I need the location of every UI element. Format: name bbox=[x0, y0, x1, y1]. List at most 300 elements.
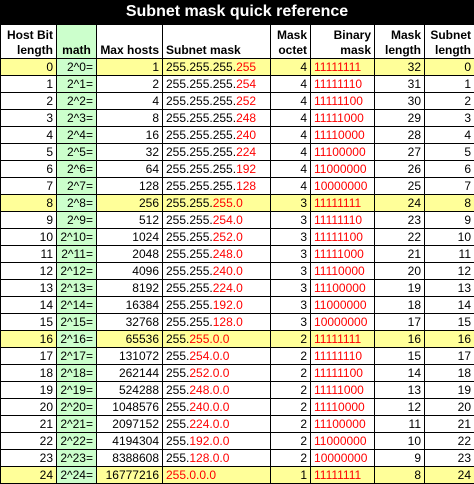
cell-max-hosts: 2048 bbox=[97, 246, 163, 263]
mask-host-part: 128 bbox=[236, 178, 257, 193]
binary-network-bits: 111111 bbox=[314, 229, 350, 244]
cell-math: 2^19= bbox=[57, 382, 97, 399]
mask-host-part: 224.0 bbox=[212, 280, 243, 295]
cell-binary-mask bbox=[311, 229, 375, 246]
table-row bbox=[1, 331, 474, 348]
mask-network-part: 255.255.255. bbox=[166, 161, 237, 176]
cell-subnet-mask bbox=[163, 93, 271, 110]
cell-host-bit-length: 0 bbox=[1, 59, 57, 76]
cell-subnet-length: 2 bbox=[425, 93, 474, 110]
cell-binary-mask bbox=[311, 433, 375, 450]
mask-host-part: 192.0 bbox=[212, 297, 243, 312]
binary-network-bits: 111 bbox=[314, 280, 333, 295]
table-row bbox=[1, 382, 474, 399]
mask-network-part: 255.255.255. bbox=[166, 76, 237, 91]
cell-host-bit-length: 9 bbox=[1, 212, 57, 229]
mask-host-part: 224 bbox=[236, 144, 257, 159]
cell-binary-mask bbox=[311, 297, 375, 314]
cell-mask-octet: 3 bbox=[271, 263, 311, 280]
mask-host-part: 192.0.0 bbox=[189, 433, 230, 448]
binary-host-bits: 0000000 bbox=[320, 450, 368, 465]
cell-mask-length: 10 bbox=[375, 433, 425, 450]
cell-mask-length: 28 bbox=[375, 127, 425, 144]
cell-mask-octet: 2 bbox=[271, 450, 311, 467]
mask-network-part: 255.255.255. bbox=[166, 178, 237, 193]
cell-math: 2^24= bbox=[57, 467, 97, 484]
cell-host-bit-length: 5 bbox=[1, 144, 57, 161]
cell-host-bit-length: 21 bbox=[1, 416, 57, 433]
binary-network-bits: 11111 bbox=[314, 110, 344, 125]
table-header bbox=[1, 25, 474, 59]
cell-subnet-length: 6 bbox=[425, 161, 474, 178]
mask-host-part: 254 bbox=[236, 76, 257, 91]
cell-binary-mask bbox=[311, 93, 375, 110]
binary-host-bits: 0 bbox=[355, 76, 363, 91]
cell-mask-octet: 2 bbox=[271, 382, 311, 399]
cell-binary-mask bbox=[311, 399, 375, 416]
cell-subnet-mask bbox=[163, 450, 271, 467]
cell-host-bit-length: 4 bbox=[1, 127, 57, 144]
cell-subnet-length: 9 bbox=[425, 212, 474, 229]
mask-host-part: 128.0 bbox=[212, 314, 243, 329]
cell-math: 2^7= bbox=[57, 178, 97, 195]
cell-max-hosts: 8 bbox=[97, 110, 163, 127]
cell-mask-length: 11 bbox=[375, 416, 425, 433]
table-row bbox=[1, 127, 474, 144]
binary-host-bits: 00000 bbox=[332, 280, 366, 295]
cell-max-hosts: 8388608 bbox=[97, 450, 163, 467]
cell-subnet-mask bbox=[163, 212, 271, 229]
mask-host-part: 252 bbox=[236, 93, 257, 108]
cell-math: 2^17= bbox=[57, 348, 97, 365]
cell-mask-octet: 3 bbox=[271, 246, 311, 263]
cell-mask-length: 30 bbox=[375, 93, 425, 110]
mask-host-part: 255.0 bbox=[212, 195, 243, 210]
cell-host-bit-length: 22 bbox=[1, 433, 57, 450]
binary-host-bits: 0000 bbox=[338, 263, 365, 278]
cell-subnet-mask bbox=[163, 178, 271, 195]
table-row bbox=[1, 450, 474, 467]
cell-host-bit-length: 15 bbox=[1, 314, 57, 331]
cell-host-bit-length: 6 bbox=[1, 161, 57, 178]
cell-mask-length: 25 bbox=[375, 178, 425, 195]
binary-host-bits: 000000 bbox=[326, 161, 367, 176]
cell-subnet-length: 22 bbox=[425, 433, 474, 450]
cell-subnet-mask bbox=[163, 348, 271, 365]
cell-binary-mask bbox=[311, 110, 375, 127]
cell-subnet-length: 10 bbox=[425, 229, 474, 246]
binary-network-bits: 11111 bbox=[314, 382, 344, 397]
cell-subnet-mask bbox=[163, 331, 271, 348]
table-row bbox=[1, 399, 474, 416]
mask-host-part: 255 bbox=[236, 59, 257, 74]
cell-math: 2^9= bbox=[57, 212, 97, 229]
cell-host-bit-length: 24 bbox=[1, 467, 57, 484]
table-row bbox=[1, 144, 474, 161]
cell-binary-mask bbox=[311, 331, 375, 348]
cell-binary-mask bbox=[311, 263, 375, 280]
mask-network-part: 255.255.255. bbox=[166, 110, 237, 125]
cell-binary-mask bbox=[311, 144, 375, 161]
cell-host-bit-length: 8 bbox=[1, 195, 57, 212]
cell-subnet-mask bbox=[163, 382, 271, 399]
cell-math: 2^18= bbox=[57, 365, 97, 382]
cell-math: 2^2= bbox=[57, 93, 97, 110]
cell-subnet-mask bbox=[163, 246, 271, 263]
header-mask-octet-line1: Mask bbox=[276, 28, 307, 42]
mask-network-part: 255. bbox=[166, 416, 190, 431]
cell-math: 2^12= bbox=[57, 263, 97, 280]
binary-host-bits: 000 bbox=[343, 246, 364, 261]
cell-subnet-mask bbox=[163, 76, 271, 93]
cell-mask-length: 32 bbox=[375, 59, 425, 76]
table-row bbox=[1, 229, 474, 246]
binary-host-bits: 00 bbox=[349, 365, 363, 380]
table-row bbox=[1, 365, 474, 382]
cell-mask-length: 20 bbox=[375, 263, 425, 280]
table-row bbox=[1, 93, 474, 110]
binary-network-bits: 1 bbox=[314, 314, 321, 329]
mask-network-part: 255.255. bbox=[166, 212, 213, 227]
cell-max-hosts: 131072 bbox=[97, 348, 163, 365]
cell-binary-mask bbox=[311, 178, 375, 195]
table-row bbox=[1, 195, 474, 212]
cell-mask-length: 21 bbox=[375, 246, 425, 263]
cell-max-hosts: 2 bbox=[97, 76, 163, 93]
cell-mask-octet: 2 bbox=[271, 433, 311, 450]
cell-math: 2^23= bbox=[57, 450, 97, 467]
cell-math: 2^10= bbox=[57, 229, 97, 246]
cell-subnet-mask bbox=[163, 161, 271, 178]
sheet-title: Subnet mask quick reference bbox=[0, 0, 474, 24]
cell-subnet-mask bbox=[163, 433, 271, 450]
mask-network-part: 255.255. bbox=[166, 297, 213, 312]
binary-host-bits: 0 bbox=[355, 212, 363, 227]
cell-subnet-length: 16 bbox=[425, 331, 474, 348]
cell-math: 2^0= bbox=[57, 59, 97, 76]
cell-subnet-mask bbox=[163, 229, 271, 246]
cell-mask-octet: 1 bbox=[271, 467, 311, 484]
cell-host-bit-length: 14 bbox=[1, 297, 57, 314]
cell-host-bit-length: 2 bbox=[1, 93, 57, 110]
table-row bbox=[1, 263, 474, 280]
mask-network-part: 255. bbox=[166, 382, 190, 397]
cell-subnet-mask bbox=[163, 416, 271, 433]
cell-mask-length: 26 bbox=[375, 161, 425, 178]
cell-binary-mask bbox=[311, 161, 375, 178]
mask-network-part: 255.255. bbox=[166, 229, 213, 244]
cell-mask-length: 17 bbox=[375, 314, 425, 331]
cell-math: 2^14= bbox=[57, 297, 97, 314]
cell-binary-mask bbox=[311, 314, 375, 331]
binary-host-bits: 000 bbox=[343, 382, 364, 397]
cell-max-hosts: 128 bbox=[97, 178, 163, 195]
header-mask-octet-line2: octet bbox=[278, 43, 307, 57]
cell-math: 2^3= bbox=[57, 110, 97, 127]
cell-mask-octet: 2 bbox=[271, 331, 311, 348]
cell-subnet-mask bbox=[163, 280, 271, 297]
cell-mask-octet: 4 bbox=[271, 59, 311, 76]
mask-network-part: 255.255.255. bbox=[166, 127, 237, 142]
cell-math: 2^4= bbox=[57, 127, 97, 144]
cell-binary-mask bbox=[311, 212, 375, 229]
cell-subnet-length: 18 bbox=[425, 365, 474, 382]
binary-host-bits: 0000000 bbox=[320, 178, 368, 193]
cell-subnet-length: 5 bbox=[425, 144, 474, 161]
binary-network-bits: 1111111 bbox=[314, 212, 356, 227]
binary-network-bits: 111 bbox=[314, 144, 333, 159]
cell-math: 2^1= bbox=[57, 76, 97, 93]
mask-network-part: 255.255.255. bbox=[166, 144, 237, 159]
binary-network-bits: 11111111 bbox=[314, 467, 362, 482]
mask-host-part: 248.0 bbox=[212, 246, 243, 261]
table-row bbox=[1, 76, 474, 93]
cell-mask-octet: 3 bbox=[271, 314, 311, 331]
cell-subnet-length: 14 bbox=[425, 297, 474, 314]
table-row bbox=[1, 467, 474, 484]
mask-network-part: 255. bbox=[166, 433, 190, 448]
cell-mask-length: 16 bbox=[375, 331, 425, 348]
header-mask-length-line1: Mask bbox=[390, 28, 421, 42]
cell-mask-octet: 2 bbox=[271, 416, 311, 433]
cell-mask-length: 23 bbox=[375, 212, 425, 229]
cell-max-hosts: 32 bbox=[97, 144, 163, 161]
mask-host-part: 240 bbox=[236, 127, 257, 142]
cell-host-bit-length: 7 bbox=[1, 178, 57, 195]
header-subnet-mask: Subnet mask bbox=[163, 25, 271, 59]
mask-host-part: 128.0.0 bbox=[189, 450, 230, 465]
header-subnet-length-line2: length bbox=[435, 43, 471, 57]
cell-mask-octet: 4 bbox=[271, 127, 311, 144]
cell-max-hosts: 16 bbox=[97, 127, 163, 144]
cell-math: 2^22= bbox=[57, 433, 97, 450]
binary-network-bits: 111 bbox=[314, 416, 333, 431]
cell-max-hosts: 262144 bbox=[97, 365, 163, 382]
binary-network-bits: 1 bbox=[314, 450, 321, 465]
cell-math: 2^11= bbox=[57, 246, 97, 263]
binary-host-bits: 000 bbox=[343, 110, 364, 125]
cell-math: 2^13= bbox=[57, 280, 97, 297]
cell-subnet-length: 3 bbox=[425, 110, 474, 127]
cell-mask-octet: 3 bbox=[271, 280, 311, 297]
cell-max-hosts: 65536 bbox=[97, 331, 163, 348]
mask-host-part: 252.0.0 bbox=[189, 365, 230, 380]
binary-network-bits: 11111111 bbox=[314, 331, 362, 346]
cell-max-hosts: 512 bbox=[97, 212, 163, 229]
header-binary-mask bbox=[311, 25, 375, 59]
cell-mask-length: 8 bbox=[375, 467, 425, 484]
table-row bbox=[1, 314, 474, 331]
cell-subnet-length: 1 bbox=[425, 76, 474, 93]
cell-binary-mask bbox=[311, 348, 375, 365]
cell-mask-octet: 3 bbox=[271, 229, 311, 246]
table-row bbox=[1, 178, 474, 195]
header-subnet-length-line1: Subnet bbox=[430, 28, 471, 42]
cell-mask-length: 15 bbox=[375, 348, 425, 365]
cell-math: 2^20= bbox=[57, 399, 97, 416]
mask-host-part: 248 bbox=[236, 110, 257, 125]
cell-subnet-mask bbox=[163, 195, 271, 212]
cell-subnet-length: 23 bbox=[425, 450, 474, 467]
cell-math: 2^5= bbox=[57, 144, 97, 161]
cell-max-hosts: 2097152 bbox=[97, 416, 163, 433]
cell-subnet-mask bbox=[163, 399, 271, 416]
binary-host-bits: 00 bbox=[349, 93, 363, 108]
cell-subnet-length: 11 bbox=[425, 246, 474, 263]
cell-mask-octet: 3 bbox=[271, 195, 311, 212]
binary-host-bits: 00 bbox=[349, 229, 363, 244]
cell-host-bit-length: 11 bbox=[1, 246, 57, 263]
binary-network-bits: 111111 bbox=[314, 93, 350, 108]
cell-subnet-mask bbox=[163, 297, 271, 314]
cell-subnet-length: 19 bbox=[425, 382, 474, 399]
cell-host-bit-length: 17 bbox=[1, 348, 57, 365]
mask-host-part: 255.0.0.0 bbox=[166, 467, 217, 482]
header-mask-octet bbox=[271, 25, 311, 59]
mask-host-part: 252.0 bbox=[212, 229, 243, 244]
cell-subnet-length: 7 bbox=[425, 178, 474, 195]
mask-network-part: 255. bbox=[166, 365, 190, 380]
header-binary-mask-line1: Binary bbox=[333, 28, 371, 42]
binary-host-bits: 000000 bbox=[326, 433, 367, 448]
cell-math: 2^15= bbox=[57, 314, 97, 331]
cell-subnet-mask bbox=[163, 263, 271, 280]
cell-math: 2^6= bbox=[57, 161, 97, 178]
cell-subnet-mask bbox=[163, 467, 271, 484]
header-mask-length bbox=[375, 25, 425, 59]
header-row bbox=[1, 25, 474, 59]
cell-subnet-mask bbox=[163, 144, 271, 161]
binary-network-bits: 1111 bbox=[314, 399, 339, 414]
cell-max-hosts: 4096 bbox=[97, 263, 163, 280]
cell-binary-mask bbox=[311, 467, 375, 484]
cell-subnet-length: 15 bbox=[425, 314, 474, 331]
cell-mask-length: 19 bbox=[375, 280, 425, 297]
mask-network-part: 255.255. bbox=[166, 263, 213, 278]
binary-host-bits: 0000000 bbox=[320, 314, 368, 329]
cell-binary-mask bbox=[311, 365, 375, 382]
table-body bbox=[1, 59, 474, 484]
mask-host-part: 240.0 bbox=[212, 263, 243, 278]
mask-network-part: 255. bbox=[166, 399, 190, 414]
cell-binary-mask bbox=[311, 450, 375, 467]
binary-network-bits: 1111 bbox=[314, 263, 339, 278]
table-row bbox=[1, 433, 474, 450]
cell-math: 2^8= bbox=[57, 195, 97, 212]
cell-mask-octet: 4 bbox=[271, 161, 311, 178]
cell-subnet-length: 21 bbox=[425, 416, 474, 433]
cell-math: 2^16= bbox=[57, 331, 97, 348]
mask-network-part: 255.255. bbox=[166, 280, 213, 295]
mask-host-part: 254.0 bbox=[212, 212, 243, 227]
mask-network-part: 255. bbox=[166, 331, 190, 346]
cell-subnet-mask bbox=[163, 59, 271, 76]
cell-subnet-mask bbox=[163, 365, 271, 382]
cell-binary-mask bbox=[311, 280, 375, 297]
cell-mask-octet: 4 bbox=[271, 144, 311, 161]
cell-subnet-mask bbox=[163, 127, 271, 144]
mask-host-part: 255.0.0 bbox=[189, 331, 230, 346]
cell-binary-mask bbox=[311, 246, 375, 263]
table-row bbox=[1, 110, 474, 127]
mask-host-part: 192 bbox=[236, 161, 257, 176]
mask-network-part: 255.255. bbox=[166, 195, 213, 210]
cell-mask-octet: 3 bbox=[271, 212, 311, 229]
binary-host-bits: 0000 bbox=[338, 399, 365, 414]
binary-host-bits: 00000 bbox=[332, 144, 366, 159]
cell-mask-length: 29 bbox=[375, 110, 425, 127]
cell-binary-mask bbox=[311, 382, 375, 399]
cell-host-bit-length: 20 bbox=[1, 399, 57, 416]
binary-host-bits: 0 bbox=[355, 348, 363, 363]
cell-host-bit-length: 23 bbox=[1, 450, 57, 467]
cell-mask-octet: 2 bbox=[271, 399, 311, 416]
header-subnet-length bbox=[425, 25, 474, 59]
cell-max-hosts: 8192 bbox=[97, 280, 163, 297]
table-row bbox=[1, 348, 474, 365]
cell-subnet-length: 20 bbox=[425, 399, 474, 416]
binary-host-bits: 000000 bbox=[326, 297, 367, 312]
mask-network-part: 255.255.255. bbox=[166, 59, 237, 74]
mask-network-part: 255. bbox=[166, 348, 190, 363]
binary-network-bits: 11111111 bbox=[314, 59, 362, 74]
binary-host-bits: 00000 bbox=[332, 416, 366, 431]
header-host-bit-line1: Host Bit bbox=[7, 28, 53, 42]
cell-mask-length: 27 bbox=[375, 144, 425, 161]
cell-max-hosts: 1 bbox=[97, 59, 163, 76]
binary-network-bits: 11 bbox=[314, 433, 327, 448]
header-host-bit-length bbox=[1, 25, 57, 59]
cell-mask-octet: 2 bbox=[271, 365, 311, 382]
binary-network-bits: 11 bbox=[314, 161, 327, 176]
cell-subnet-mask bbox=[163, 110, 271, 127]
binary-network-bits: 1111111 bbox=[314, 76, 356, 91]
cell-mask-length: 14 bbox=[375, 365, 425, 382]
binary-network-bits: 11 bbox=[314, 297, 327, 312]
mask-network-part: 255.255. bbox=[166, 314, 213, 329]
cell-binary-mask bbox=[311, 59, 375, 76]
table-row bbox=[1, 416, 474, 433]
subnet-table bbox=[0, 24, 474, 484]
header-max-hosts: Max hosts bbox=[97, 25, 163, 59]
mask-host-part: 254.0.0 bbox=[189, 348, 230, 363]
table-row bbox=[1, 59, 474, 76]
cell-max-hosts: 32768 bbox=[97, 314, 163, 331]
cell-subnet-length: 0 bbox=[425, 59, 474, 76]
cell-subnet-length: 8 bbox=[425, 195, 474, 212]
cell-binary-mask bbox=[311, 195, 375, 212]
cell-binary-mask bbox=[311, 416, 375, 433]
cell-subnet-length: 4 bbox=[425, 127, 474, 144]
cell-max-hosts: 524288 bbox=[97, 382, 163, 399]
cell-mask-octet: 4 bbox=[271, 76, 311, 93]
mask-network-part: 255. bbox=[166, 450, 190, 465]
binary-network-bits: 11111111 bbox=[314, 195, 362, 210]
mask-host-part: 248.0.0 bbox=[189, 382, 230, 397]
cell-max-hosts: 1048576 bbox=[97, 399, 163, 416]
binary-network-bits: 1 bbox=[314, 178, 321, 193]
cell-subnet-mask bbox=[163, 314, 271, 331]
table-row bbox=[1, 297, 474, 314]
header-host-bit-line2: length bbox=[17, 43, 53, 57]
cell-mask-length: 22 bbox=[375, 229, 425, 246]
binary-network-bits: 111111 bbox=[314, 365, 350, 380]
table-row bbox=[1, 161, 474, 178]
cell-host-bit-length: 3 bbox=[1, 110, 57, 127]
cell-mask-octet: 4 bbox=[271, 178, 311, 195]
cell-max-hosts: 4 bbox=[97, 93, 163, 110]
cell-host-bit-length: 13 bbox=[1, 280, 57, 297]
